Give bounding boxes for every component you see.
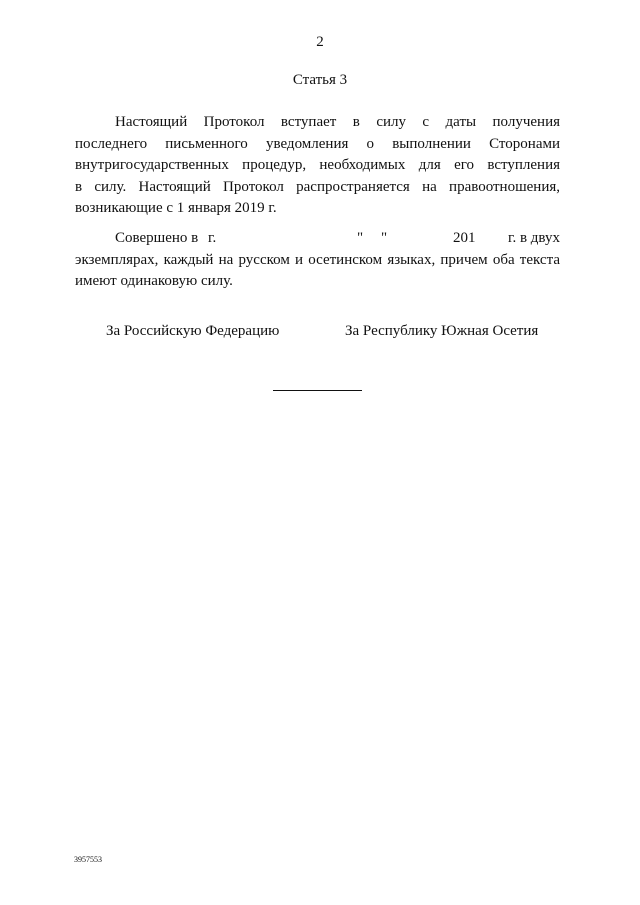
- closing-divider-line: [273, 390, 362, 391]
- signature-russia: За Российскую Федерацию: [106, 323, 280, 339]
- paragraph-line: возникающие с 1 января 2019 г.: [75, 200, 277, 216]
- paragraph-effective-date: [75, 112, 560, 220]
- paragraph-line: экземплярах, каждый на русском и осетинском языках, причем оба текста: [75, 251, 560, 268]
- paragraph-done-at: [75, 228, 560, 293]
- date-quote-open: ": [357, 230, 364, 246]
- paragraph-line: имеют одинаковую силу.: [75, 273, 233, 289]
- paragraph-line: в силу. Настоящий Протокол распространяется на правоотношения,: [75, 178, 560, 195]
- signature-south-ossetia: За Республику Южная Осетия: [345, 323, 539, 339]
- page-number: 2: [316, 34, 324, 50]
- done-at-line: [75, 228, 560, 250]
- done-at-text: Совершено в: [115, 230, 199, 246]
- paragraph-line: последнего письменного уведомления о выполнении Сторонами: [75, 135, 560, 152]
- year-prefix: 201: [453, 230, 476, 246]
- document-id: 3957553: [74, 855, 102, 864]
- date-quote-close: ": [381, 230, 388, 246]
- copies-text: г. в двух: [508, 230, 560, 246]
- paragraph-line: Настоящий Протокол вступает в силу с даты получения: [115, 114, 560, 130]
- city-prefix: г.: [208, 230, 217, 246]
- paragraph-line: внутригосударственных процедур, необходимых для его вступления: [75, 157, 560, 173]
- article-title: Статья 3: [292, 72, 348, 88]
